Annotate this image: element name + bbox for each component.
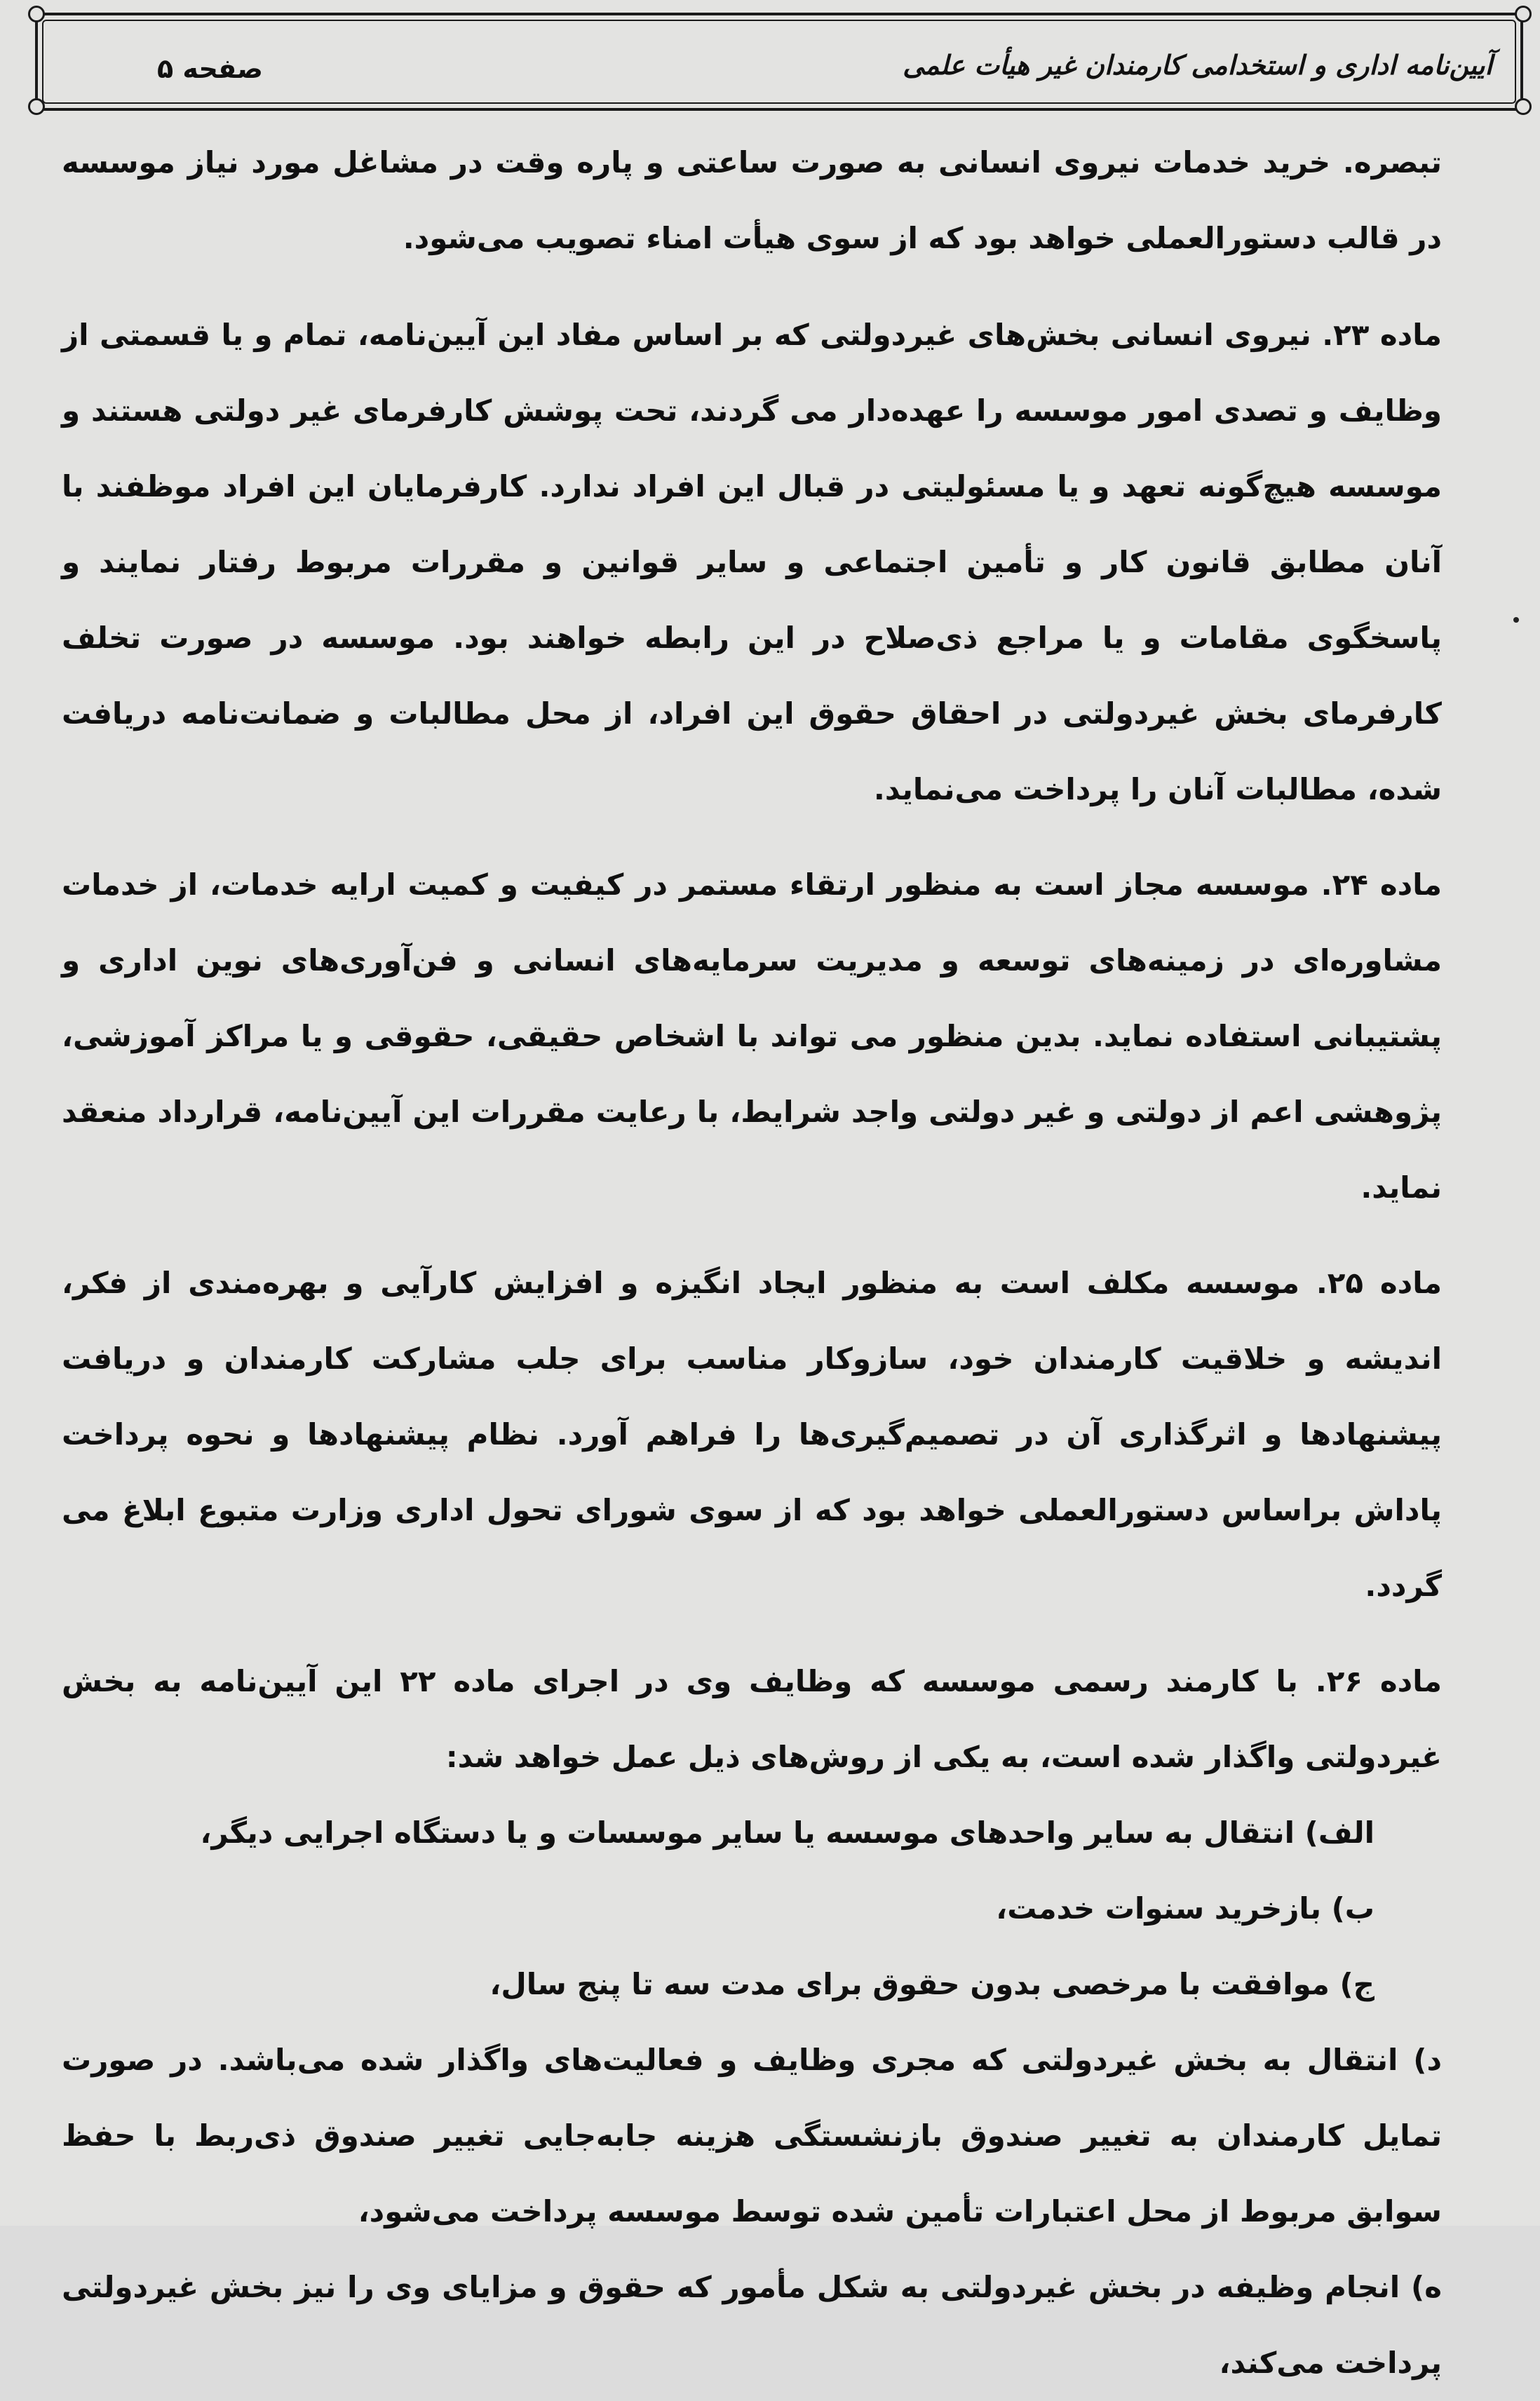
margin-speck	[1513, 617, 1519, 623]
paragraph-article-26: ماده ۲۶. با کارمند رسمی موسسه که وظایف وی در اجرای ماده ۲۲ این آیین‌نامه به بخش غیردولتی واگذار شده است، به یکی از روش‌های ذیل عمل خواهد شد:	[62, 1664, 1442, 1774]
frame-curl-ornament	[1515, 98, 1532, 115]
paragraph-article-24: ماده ۲۴. موسسه مجاز است به منظور ارتقاء مستمر در کیفیت و کمیت ارایه خدمات، از خدمات مشاوره‌ای در زمینه‌های توسعه و مدیریت سرمایه‌های انسانی و فن‌آوری‌های نوین اداری و پشتیبانی استفاده نماید. بدین منظور می تواند با اشخاص حقیقی، حقوقی و یا مراکز آموزشی، پژوهشی اعم از دولتی و غیر دولتی واجد شرایط، با رعایت مقررات این آیین‌نامه، قرارداد منعقد نماید.	[62, 867, 1442, 1205]
frame-curl-ornament	[1515, 6, 1532, 22]
page-number: صفحه ۵	[157, 53, 263, 84]
frame-curl-ornament	[28, 6, 45, 22]
list-item-he: ه) انجام وظیفه در بخش غیردولتی به شکل مأمور که حقوق و مزایای وی را نیز بخش غیردولتی پرداخت می‌کند،	[62, 2270, 1442, 2380]
frame-curl-ornament	[28, 98, 45, 115]
list-item-jim: ج) موافقت با مرخصی بدون حقوق برای مدت سه تا پنج سال،	[489, 1967, 1374, 2001]
document-body	[62, 125, 1442, 2401]
list-item-be: ب) بازخرید سنوات خدمت،	[996, 1891, 1374, 1926]
list-item-dal: د) انتقال به بخش غیردولتی که مجری وظایف و فعالیت‌های واگذار شده می‌باشد. در صورت تمایل کارمندان به تغییر صندوق بازنشستگی هزینه جابه‌جایی تغییر صندوق ذی‌ربط با حفظ سوابق مربوط از محل اعتبارات تأمین شده توسط موسسه پرداخت می‌شود،	[62, 2043, 1442, 2228]
paragraph-tabsare: تبصره. خرید خدمات نیروی انسانی به صورت ساعتی و پاره وقت در مشاغل مورد نیاز موسسه در قالب دستورالعملی خواهد بود که از سوی هیأت امناء تصویب می‌شود.	[62, 145, 1442, 255]
list-item-alef: الف) انتقال به سایر واحدهای موسسه یا سایر موسسات و یا دستگاه اجرایی دیگر،	[200, 1815, 1374, 1850]
paragraph-article-25: ماده ۲۵. موسسه مکلف است به منظور ایجاد انگیزه و افزایش کارآیی و بهره‌مندی از فکر، اندیشه و خلاقیت کارمندان خود، سازوکار مناسب برای جلب مشارکت کارمندان و دریافت پیشنهادها و اثرگذاری آن در تصمیم‌گیری‌ها را فراهم آورد. نظام پیشنهادها و نحوه پرداخت پاداش براساس دستورالعملی خواهد بود که از سوی شورای تحول اداری وزارت متبوع ابلاغ می گردد.	[62, 1266, 1442, 1603]
paragraph-article-23: ماده ۲۳. نیروی انسانی بخش‌های غیردولتی که بر اساس مفاد این آیین‌نامه، تمام و یا قسمتی از وظایف و تصدی امور موسسه را عهده‌دار می گردند، تحت پوشش کارفرمای غیر دولتی هستند و موسسه هیچ‌گونه تعهد و یا مسئولیتی در قبال این افراد ندارد. کارفرمایان این افراد موظفند با آنان مطابق قانون کار و تأمین اجتماعی و سایر قوانین و مقررات مربوط رفتار نمایند و پاسخگوی مقامات و یا مراجع ذی‌صلاح در این رابطه خواهند بود. موسسه در صورت تخلف کارفرمای بخش غیردولتی در احقاق حقوق این افراد، از محل مطالبات و ضمانت‌نامه دریافت شده، مطالبات آنان را پرداخت می‌نماید.	[62, 318, 1442, 806]
document-title: آیین‌نامه اداری و استخدامی کارمندان غیر هیأت علمی	[903, 49, 1492, 81]
page-header-frame	[35, 13, 1523, 111]
